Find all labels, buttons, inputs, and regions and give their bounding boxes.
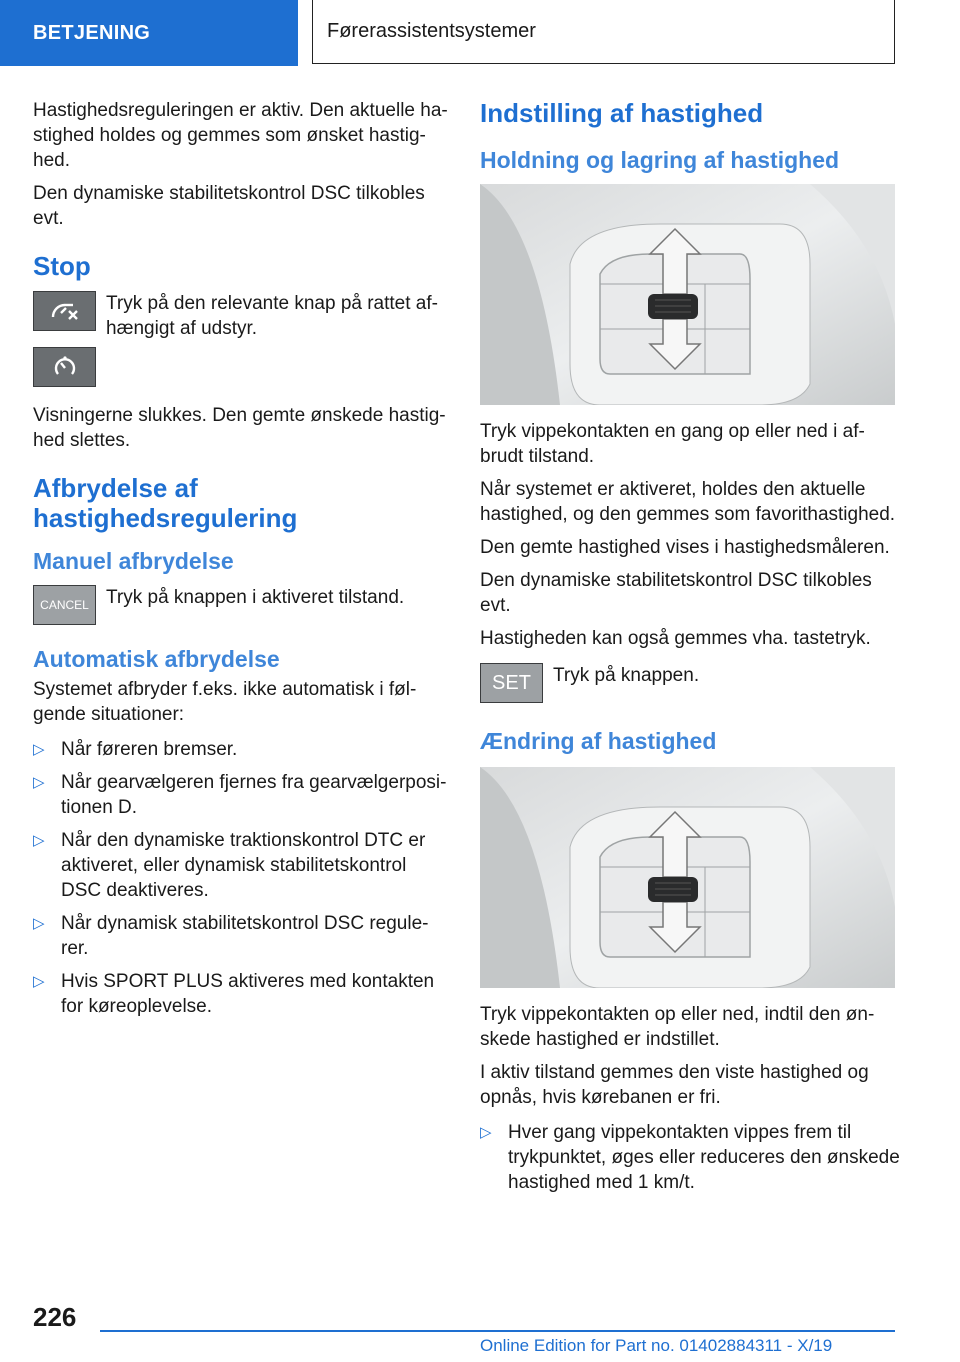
triangle-bullet-icon: ▷ — [33, 973, 45, 990]
triangle-bullet-icon: ▷ — [480, 1124, 492, 1141]
cancel-button-label: CANCEL — [40, 598, 89, 612]
list-item-text: Hvis SPORT PLUS aktiveres med kontakten for køreoplevelse. — [61, 971, 435, 1017]
list-item — [33, 737, 448, 762]
triangle-bullet-icon: ▷ — [33, 832, 45, 849]
automatic-interruption-intro: Systemet afbryder f.eks. ikke automatisk i følgende situationer: — [33, 679, 417, 725]
steering-wheel-rocker-photo — [480, 184, 895, 405]
manual-interruption-text: Tryk på knappen i aktiveret tilstand. — [106, 587, 405, 608]
triangle-bullet-icon: ▷ — [33, 741, 45, 758]
edition-note: Online Edition for Part no. 01402884311 - X/19 — [480, 1336, 833, 1355]
stop-heading: Stop — [33, 251, 91, 281]
list-item — [480, 1120, 900, 1195]
set-button-icon — [480, 663, 543, 703]
interruption-heading: Afbrydelse af hastighedsregulering — [33, 473, 298, 533]
list-item-text: Når den dynamiske traktionskontrol DTC er aktiveret, eller dynamisk stabilitetskontrol DSC deaktiveres. — [61, 830, 426, 901]
list-item-text: Når dynamisk stabilitetskontrol DSC regulerer. — [61, 913, 429, 959]
change-paragraph-1: Tryk vippekontakten op eller ned, indtil den ønskede hastighed er indstillet. — [480, 1004, 875, 1050]
list-item-text: Når føreren bremser. — [61, 739, 238, 760]
hold-paragraph-4: Den dynamiske stabilitetskontrol DSC tilkobles evt. — [480, 570, 872, 616]
hold-paragraph-1: Tryk vippekontakten en gang op eller ned i afbrudt tilstand. — [480, 421, 865, 467]
hold-store-heading: Holdning og lagring af hastighed — [480, 147, 840, 173]
chapter-title: Førerassistentsystemer — [312, 0, 895, 64]
intro-paragraph-1: Hastighedsreguleringen er aktiv. Den aktuelle hastighed holdes og gemmes som ønsket hastighed. — [33, 100, 448, 171]
cruise-off-icon — [33, 291, 96, 331]
automatic-interruption-list — [33, 737, 448, 1019]
manual-interruption-heading: Manuel afbrydelse — [33, 548, 234, 574]
hold-paragraph-5: Hastigheden kan også gemmes vha. tastetryk. — [480, 628, 871, 649]
page-number: 226 — [33, 1302, 77, 1332]
section-tab: BETJENING — [0, 0, 298, 66]
list-item — [33, 969, 448, 1019]
stop-instruction: Tryk på den relevante knap på rattet afhængigt af udstyr. — [106, 293, 438, 339]
change-speed-list — [480, 1120, 900, 1195]
list-item-text: Når gearvælgeren fjernes fra gearvælgerpositionen D. — [61, 772, 447, 818]
change-speed-heading: Ændring af hastighed — [480, 728, 717, 754]
speed-limiter-icon — [33, 347, 96, 387]
triangle-bullet-icon: ▷ — [33, 774, 45, 791]
set-instruction: Tryk på knappen. — [553, 665, 700, 686]
set-button-label: SET — [492, 671, 531, 694]
cancel-button-icon — [33, 585, 96, 625]
automatic-interruption-heading: Automatisk afbrydelse — [33, 646, 280, 672]
right-column — [480, 98, 900, 1203]
change-paragraph-2: I aktiv tilstand gemmes den viste hastighed og opnås, hvis kørebanen er fri. — [480, 1062, 869, 1108]
list-item — [33, 911, 448, 961]
steering-wheel-rocker-photo-2 — [480, 767, 895, 988]
triangle-bullet-icon: ▷ — [33, 915, 45, 932]
left-column — [33, 98, 448, 1027]
list-item-text: Hver gang vippekontakten vippes frem til trykpunktet, øges eller reduceres den ønskede hastighed med 1 km/t. — [508, 1122, 900, 1193]
intro-paragraph-2: Den dynamiske stabilitetskontrol DSC tilkobles evt. — [33, 183, 425, 229]
footer-divider — [100, 1330, 895, 1332]
stop-result-paragraph: Visningerne slukkes. Den gemte ønskede hastighed slettes. — [33, 405, 446, 451]
list-item — [33, 828, 448, 903]
speed-setting-heading: Indstilling af hastighed — [480, 98, 764, 128]
hold-paragraph-3: Den gemte hastighed vises i hastighedsmåleren. — [480, 537, 890, 558]
hold-paragraph-2: Når systemet er aktiveret, holdes den aktuelle hastighed, og den gemmes som favorithastighed. — [480, 479, 896, 525]
list-item — [33, 770, 448, 820]
